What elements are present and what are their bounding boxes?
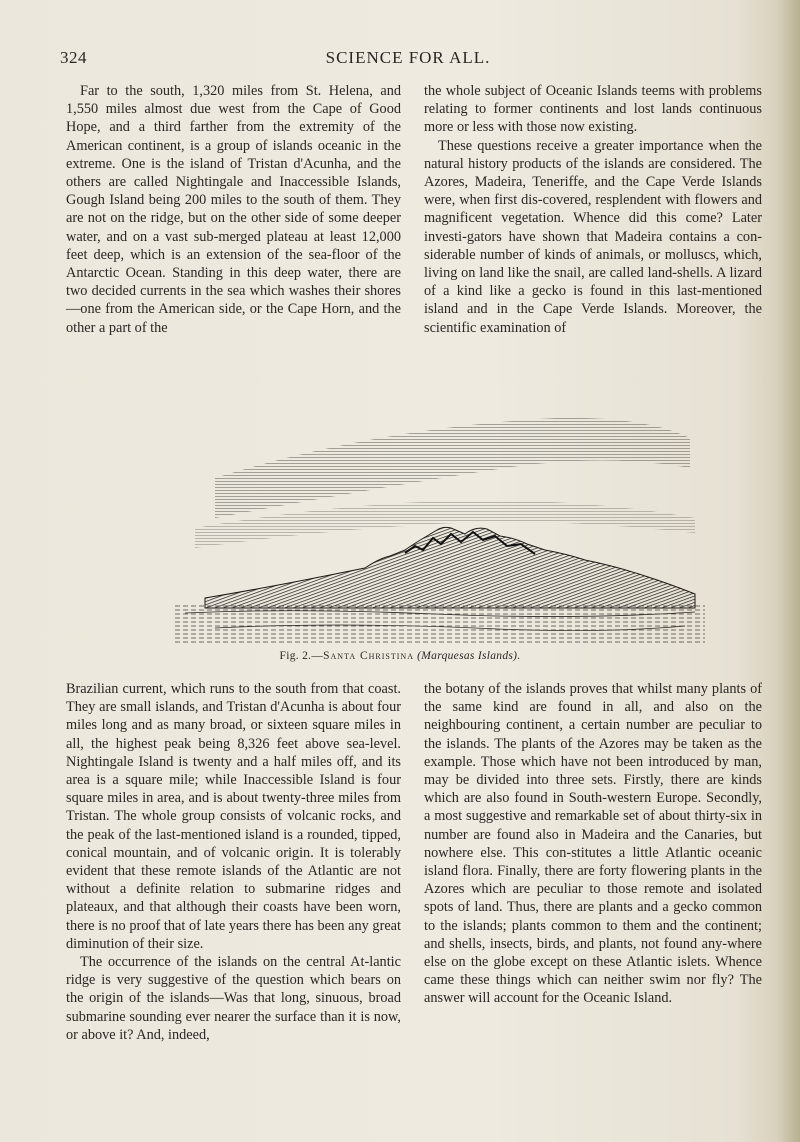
sea-surface [175, 603, 705, 645]
paragraph: These questions receive a greater importance when the natural history products of the islands are considered. The Azores, Madeira, Teneriffe, and the Cape Verde Islands were, when first dis-covered, resplendent with flowers and magnificent vegetation. Whence did this come? Later investi-gators have shown that Madeira contains a con-siderable number of kinds of animals, or molluscs, which, living on land like the snail, are called land-shells. A lizard of a kind like a gecko is found in this last-mentioned island and in the Cape Verde Islands. Moreover, the scientific examination of [424, 137, 762, 336]
paragraph: Brazilian current, which runs to the south from that coast. They are small islands, and Tristan d'Acunha is about four miles long and as many broad, or sixteen square miles in all, the highest peak being 8,326 feet above sea-level. Nightingale Island is twenty and a half miles off, and its area is a square mile; while Inaccessible Island is four square miles in area, and is about twenty-three miles from Tristan. The whole group consists of volcanic rocks, and the peak of the last-mentioned island is a rounded, tipped, conical mountain, and of volcanic origin. It is tolerably evident that these remote islands of the Atlantic are not without a definite relation to submarine ridges and plateaux, and that although their coasts have been worn, there is no proof that of late years there has been any great diminution of their size. [66, 681, 401, 952]
island-illustration [175, 408, 705, 648]
page-header [60, 48, 756, 74]
column-bottom-right [424, 680, 762, 1008]
caption-prefix: Fig. 2.— [279, 650, 324, 662]
paragraph: the botany of the islands proves that whilst many plants of the same kind are found in all, and also on the neighbouring continent, a certain number are peculiar to the islands. The plants of the Azores may be taken as the example. Those which have not been introduced by man, may be divided into three sets. Firstly, there are kinds which are also found in South-western Europe. Secondly, a most suggestive and remarkable set of about thirty-six in number are found also in Madeira and the Canaries, but nowhere else. This con-stitutes a little Atlantic oceanic island flora. Finally, there are forty flowering plants in the Azores which are peculiar to those remote and isolated spots of land. Thus, there are plants and a gecko common to the islands; plants common to them and the continent; and shells, insects, birds, and plants, not found any-where else on the globe except on these Atlantic islets. Whence came these things which can neither swim nor fly? The answer will account for the Oceanic Island. [424, 681, 762, 1007]
figure-caption [0, 650, 800, 662]
running-head: SCIENCE FOR ALL. [325, 48, 491, 67]
caption-subtitle: (Marquesas Islands). [417, 650, 521, 662]
island-shape [205, 527, 695, 608]
paragraph: Far to the south, 1,320 miles from St. Helena, and 1,550 miles almost due west from the Cape of Good Hope, and a third farther from the extremity of the American continent, is a group of islands oceanic in the extreme. One is the island of Tristan d'Acunha, and the others are called Nightingale and Inaccessible Islands, Gough Island being 200 miles to the south of them. They are not on the ridge, but on the other side of some deeper water, and on a vast sub-merged plateau at least 12,000 feet deep, which is an extension of the sea-floor of the Antarctic Ocean. Standing in this deep water, there are two decided currents in the sea which washes their shores—one from the American side, or the Cape Horn, and the other a part of the [66, 83, 401, 336]
paragraph: The occurrence of the islands on the central At-lantic ridge is very suggestive of the question which bears on the origin of the islands—Was that long, sinuous, broad submarine sounding ever nearer the surface than it is now, or above it? And, indeed, [66, 954, 401, 1043]
column-top-right [424, 82, 762, 337]
column-top-left [66, 82, 401, 337]
column-bottom-left [66, 680, 401, 1044]
page-number: 324 [60, 48, 87, 67]
paragraph: the whole subject of Oceanic Islands teems with problems relating to former continents and lost lands continuous more or less with those now existing. [424, 83, 762, 136]
island-engraving [175, 408, 705, 648]
caption-title: Santa Christina [323, 650, 414, 662]
